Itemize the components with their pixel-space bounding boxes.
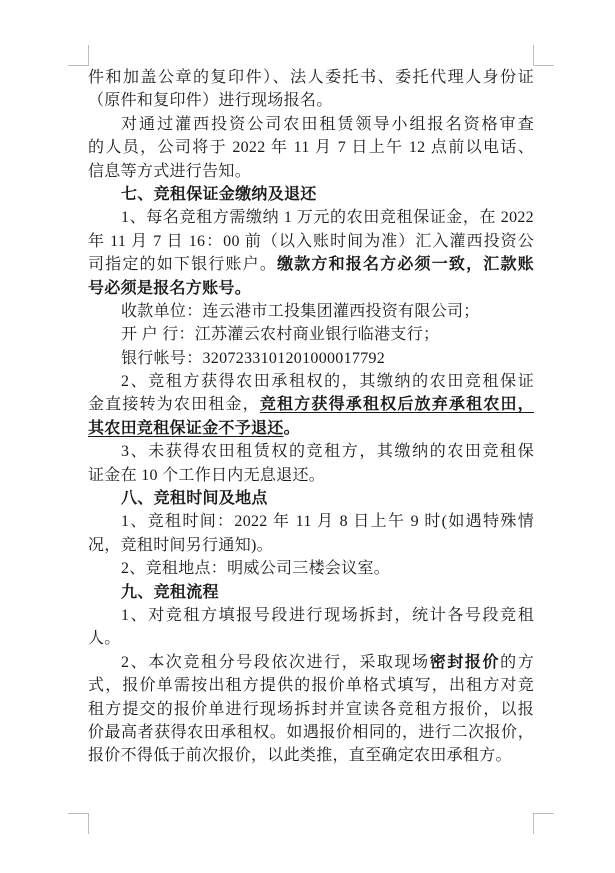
doc-line xyxy=(88,464,534,487)
emphasis-underline-text: 其农田竞租保证金不予退还 xyxy=(88,419,284,437)
crop-mark-top-right-icon xyxy=(533,45,554,66)
doc-line xyxy=(88,160,534,183)
crop-mark-top-left-icon xyxy=(68,45,89,66)
body-text: 租方提交的报价单进行现场拆封并宣读各竞租方报价，以报 xyxy=(88,700,534,718)
doc-line xyxy=(88,744,534,767)
doc-line xyxy=(88,393,534,416)
doc-line xyxy=(88,230,534,253)
body-text: 2、竞租方获得农田承租权的，其缴纳的农田竞租保证 xyxy=(121,373,534,391)
body-text: 司指定的如下银行账户。 xyxy=(88,256,278,274)
body-text: 的方 xyxy=(500,653,534,671)
body-text: 金直接转为农田租金， xyxy=(88,396,260,414)
document-body xyxy=(88,66,534,768)
doc-line xyxy=(88,323,534,346)
crop-mark-bottom-left-icon xyxy=(68,813,89,834)
body-text: 开 户 行：江苏灌云农村商业银行临港支行； xyxy=(121,326,440,344)
body-text: 报价不得低于前次报价，以此类推，直至确定农田承租方。 xyxy=(88,747,512,765)
doc-line xyxy=(88,721,534,744)
emphasis-text: 八、竞租时间及地点 xyxy=(121,490,268,508)
body-text: 收款单位：连云港市工投集团灌西投资有限公司； xyxy=(121,302,480,320)
doc-line xyxy=(88,674,534,697)
body-text: 1、每名竞租方需缴纳 1 万元的农田竞租保证金，在 2022 xyxy=(121,209,534,227)
emphasis-text: 。 xyxy=(283,419,300,437)
body-text: 年 11 月 7 日 16：00 前（以入账时间为准）汇入灌西投资公 xyxy=(88,232,534,250)
doc-line xyxy=(88,206,534,229)
body-text: 证金在 10 个工作日内无息退还。 xyxy=(88,466,326,484)
doc-line xyxy=(88,510,534,533)
emphasis-text: 九、竞租流程 xyxy=(121,583,219,601)
body-text: 2、本次竞租分号段依次进行，采取现场 xyxy=(121,653,430,671)
doc-line xyxy=(88,581,534,604)
body-text: 信息等方式进行告知。 xyxy=(88,162,252,180)
doc-line xyxy=(88,557,534,580)
emphasis-text: 号必须是报名方账号。 xyxy=(88,279,252,297)
doc-line xyxy=(88,698,534,721)
body-text: 1、对竞租方填报号段进行现场拆封，统计各号段竞租 xyxy=(121,606,534,624)
body-text: 件和加盖公章的复印件）、法人委托书、委托代理人身份证 xyxy=(88,69,534,86)
body-text: 价最高者获得农田承租权。如遇报价相同的，进行二次报价， xyxy=(88,723,534,741)
emphasis-text: 缴款方和报名方必须一致，汇款账 xyxy=(277,256,534,274)
body-text: 2、竞租地点：明威公司三楼会议室。 xyxy=(121,560,391,578)
doc-line xyxy=(88,417,534,440)
emphasis-text: 七、竞租保证金缴纳及退还 xyxy=(121,185,317,203)
crop-mark-bottom-right-icon xyxy=(533,813,554,834)
doc-line xyxy=(88,370,534,393)
body-text: 银行帐号：3207233101201000017792 xyxy=(121,349,386,367)
doc-line xyxy=(88,300,534,323)
doc-line xyxy=(88,487,534,510)
doc-line xyxy=(88,440,534,463)
body-text: 人。 xyxy=(88,630,121,648)
body-text: 况，竞租时间另行通知)。 xyxy=(88,536,273,554)
doc-line xyxy=(88,183,534,206)
doc-line xyxy=(88,113,534,136)
doc-line xyxy=(88,627,534,650)
body-text: 的人员，公司将于 2022 年 11 月 7 日上午 12 点前以电话、 xyxy=(88,139,534,157)
doc-line xyxy=(88,604,534,627)
body-text: （原件和复印件）进行现场报名。 xyxy=(88,92,333,110)
doc-line xyxy=(88,651,534,674)
doc-line xyxy=(88,89,534,112)
doc-line xyxy=(88,347,534,370)
emphasis-text: 密封报价 xyxy=(429,653,501,671)
doc-line xyxy=(88,277,534,300)
doc-line xyxy=(88,253,534,276)
body-text: 对通过灌西投资公司农田租赁领导小组报名资格审查 xyxy=(121,115,534,133)
doc-line xyxy=(88,534,534,557)
doc-line xyxy=(88,136,534,159)
body-text: 3、未获得农田租赁权的竞租方，其缴纳的农田竞租保 xyxy=(121,443,534,461)
body-text: 1、竞租时间：2022 年 11 月 8 日上午 9 时(如遇特殊情 xyxy=(121,513,534,531)
doc-line xyxy=(88,66,534,89)
body-text: 式，报价单需按出租方提供的报价单格式填写，出租方对竞 xyxy=(88,677,534,695)
emphasis-underline-text: 竞租方获得承租权后放弃承租农田， xyxy=(259,396,534,414)
